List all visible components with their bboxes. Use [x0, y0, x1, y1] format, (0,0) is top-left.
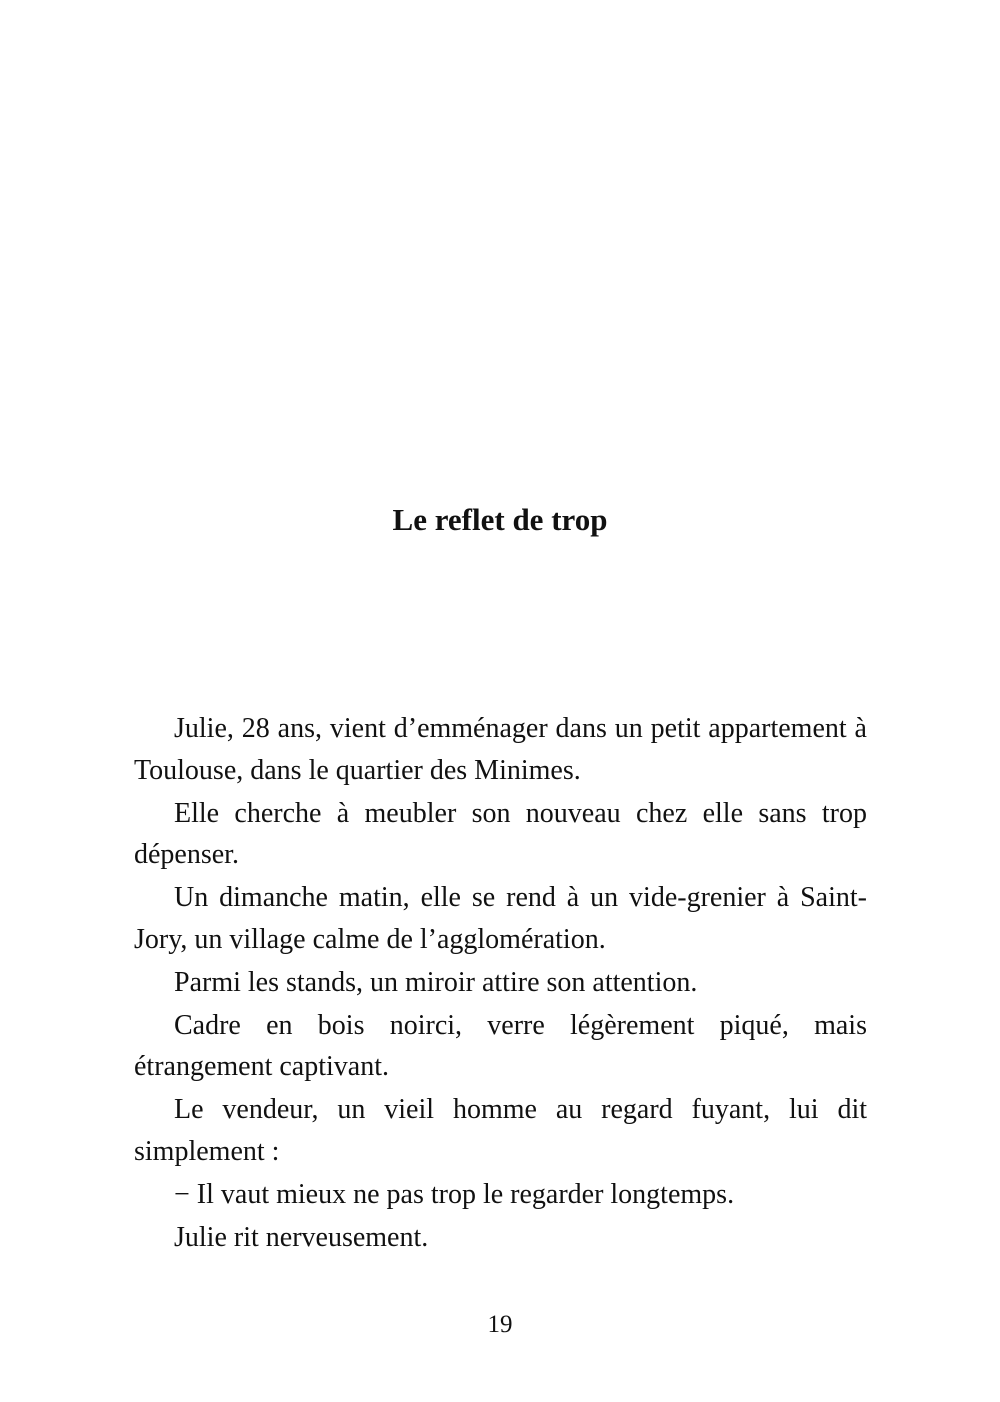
paragraph: Parmi les stands, un miroir attire son attention.	[174, 966, 698, 998]
chapter-title: Le reflet de trop	[392, 502, 608, 537]
paragraph: Julie rit nerveusement.	[174, 1221, 429, 1253]
paragraph: Cadre en bois noirci, verre légèrement piqué, mais étrangement captivant.	[134, 1009, 867, 1082]
paragraph: Elle cherche à meubler son nouveau chez elle sans trop dépenser.	[134, 797, 867, 870]
page-number: 19	[487, 1311, 513, 1338]
chapter-body	[134, 708, 867, 1260]
paragraph: Un dimanche matin, elle se rend à un vide-grenier à Saint-Jory, un village calme de l’agglomération.	[134, 882, 867, 955]
dialogue-line: − Il vaut mieux ne pas trop le regarder longtemps.	[174, 1178, 735, 1210]
paragraph: Julie, 28 ans, vient d’emménager dans un petit appartement à Toulouse, dans le quartier des Minimes.	[134, 713, 867, 786]
paragraph: Le vendeur, un vieil homme au regard fuyant, lui dit simplement :	[134, 1094, 867, 1167]
